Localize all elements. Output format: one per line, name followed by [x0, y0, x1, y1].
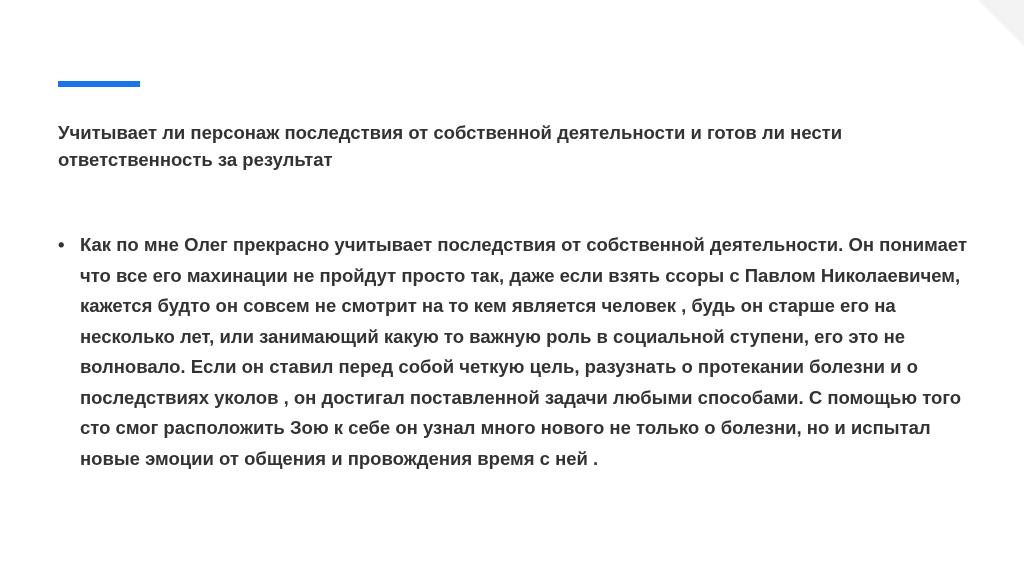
bullet-item: [58, 230, 978, 474]
bullet-list: [58, 230, 978, 474]
accent-bar: [58, 81, 140, 87]
bullet-marker: •: [58, 234, 65, 255]
corner-decoration: [978, 0, 1024, 46]
slide-heading: Учитывает ли персонаж последствия от собственной деятельности и готов ли нести ответственность за результат: [58, 122, 843, 170]
bullet-text: Как по мне Олег прекрасно учитывает последствия от собственной деятельности. Он понимает что все его махинации не пройдут просто так, даже если взять ссоры с Павлом Николаевичем, кажется будто он совсем не смотрит на то кем является человек , будь он старше его на несколько лет, или занимающий какую то важную роль в социальной ступени, его это не волновало. Если он ставил перед собой четкую цель, разузнать о протекании болезни и о последствиях уколов , он достигал поставленной задачи любыми способами. С помощью того сто смог расположить Зою к себе он узнал много нового не только о болезни, но и испытал новые эмоции от общения и провождения время с ней .: [80, 234, 968, 469]
